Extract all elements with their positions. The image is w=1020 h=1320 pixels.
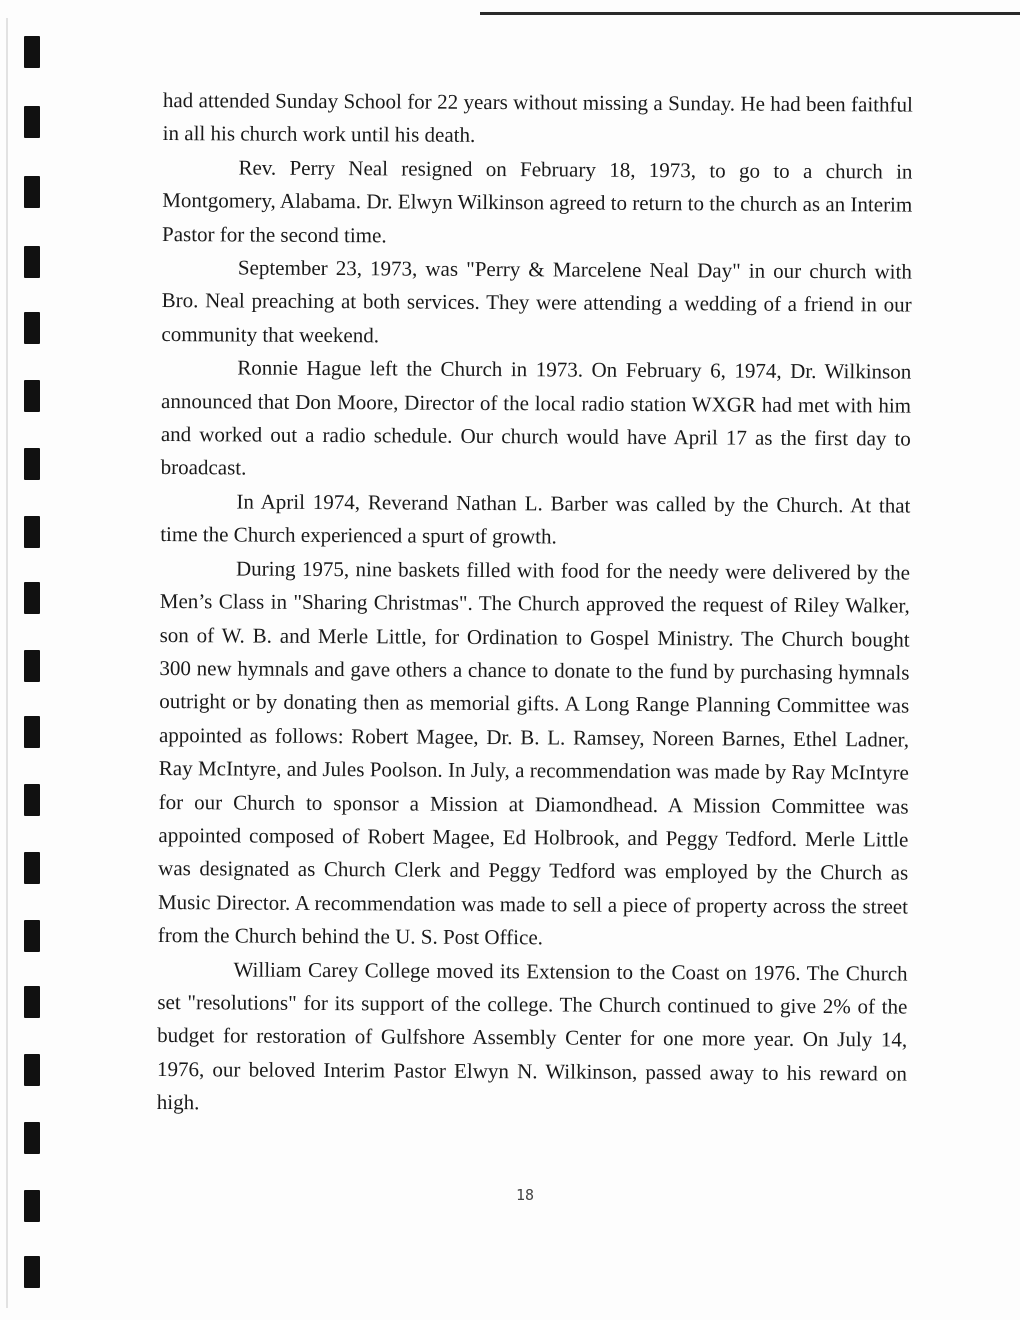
binding-hole [24,716,40,748]
body-text [157,84,913,1124]
paragraph: In April 1974, Reverand Nathan L. Barber was called by the Church. At that time the Church experienced a spurt of growth. [160,489,911,549]
binding-hole [24,650,40,682]
paragraph: Rev. Perry Neal resigned on February 18, 1973, to go to a church in Montgomery, Alabama. Dr. Elwyn Wilkinson agreed to return to the church as an Interim Pastor for the second time. [162,155,913,247]
binding-hole [24,1190,40,1222]
binding-hole [24,312,40,344]
paragraph: had attended Sunday School for 22 years without missing a Sunday. He had been faithful in all his church work until his death. [162,87,913,148]
binding-hole [24,1054,40,1086]
binding-hole [24,448,40,480]
binding-hole [24,36,40,68]
binding-holes [0,0,60,1320]
top-edge-line [480,12,1020,15]
binding-hole [24,784,40,816]
paragraph: William Carey College moved its Extension to the Coast on 1976. The Church set "resolutions" for its support of the college. The Church continued to give 2% of the budget for restoration of Gulfshore Assembly Center for one more year. On July 14, 1976, our beloved Interim Pastor Elwyn N. Wilkinson, passed away to his reward on high. [156,957,908,1115]
binding-hole [24,380,40,412]
binding-hole [24,106,40,138]
binding-hole [24,1256,40,1288]
binding-hole [24,920,40,952]
binding-hole [24,516,40,548]
binding-hole [24,852,40,884]
paragraph: Ronnie Hague left the Church in 1973. On February 6, 1974, Dr. Wilkinson announced that Don Moore, Director of the local radio station WXGR had met with him and worked out a radio schedule. Our church would have April 17 as the first day to broadcast. [160,355,912,480]
binding-hole [24,582,40,614]
binding-hole [24,986,40,1018]
binding-hole [24,176,40,208]
page-number: 18 [515,1186,535,1204]
paragraph: September 23, 1973, was "Perry & Marcelene Neal Day" in our church with Bro. Neal preaching at both services. They were attending a wedding of a friend in our community that weekend. [161,255,912,348]
binding-hole [24,246,40,278]
paragraph: During 1975, nine baskets filled with food for the needy were delivered by the Men’s Class in "Sharing Christmas". The Church approved the request of Riley Walker, son of W. B. and Merle Little, for Ordination to Gospel Ministry. The Church bought 300 new hymnals and gave others a chance to donate to the fund by purchasing hymnals outright or by donating then as memorial gifts. A Long Range Planning Committee was appointed as follows: Robert Magee, Dr. B. L. Ramsey, Noreen Barnes, Ethel Ladner, Ray McIntyre, and Jules Poolson. In July, a recommendation was made by Ray McIntyre for our Church to sponsor a Mission at Diamondhead. A Mission Committee was appointed composed of Robert Magee, Ed Holbrook, and Peggy Tedford. Merle Little was designated as Church Clerk and Peggy Tedford was employed by the Church as Music Director. A recommendation was made to sell a piece of property across the street from the Church behind the U. S. Post Office. [157,556,911,950]
binding-hole [24,1122,40,1154]
